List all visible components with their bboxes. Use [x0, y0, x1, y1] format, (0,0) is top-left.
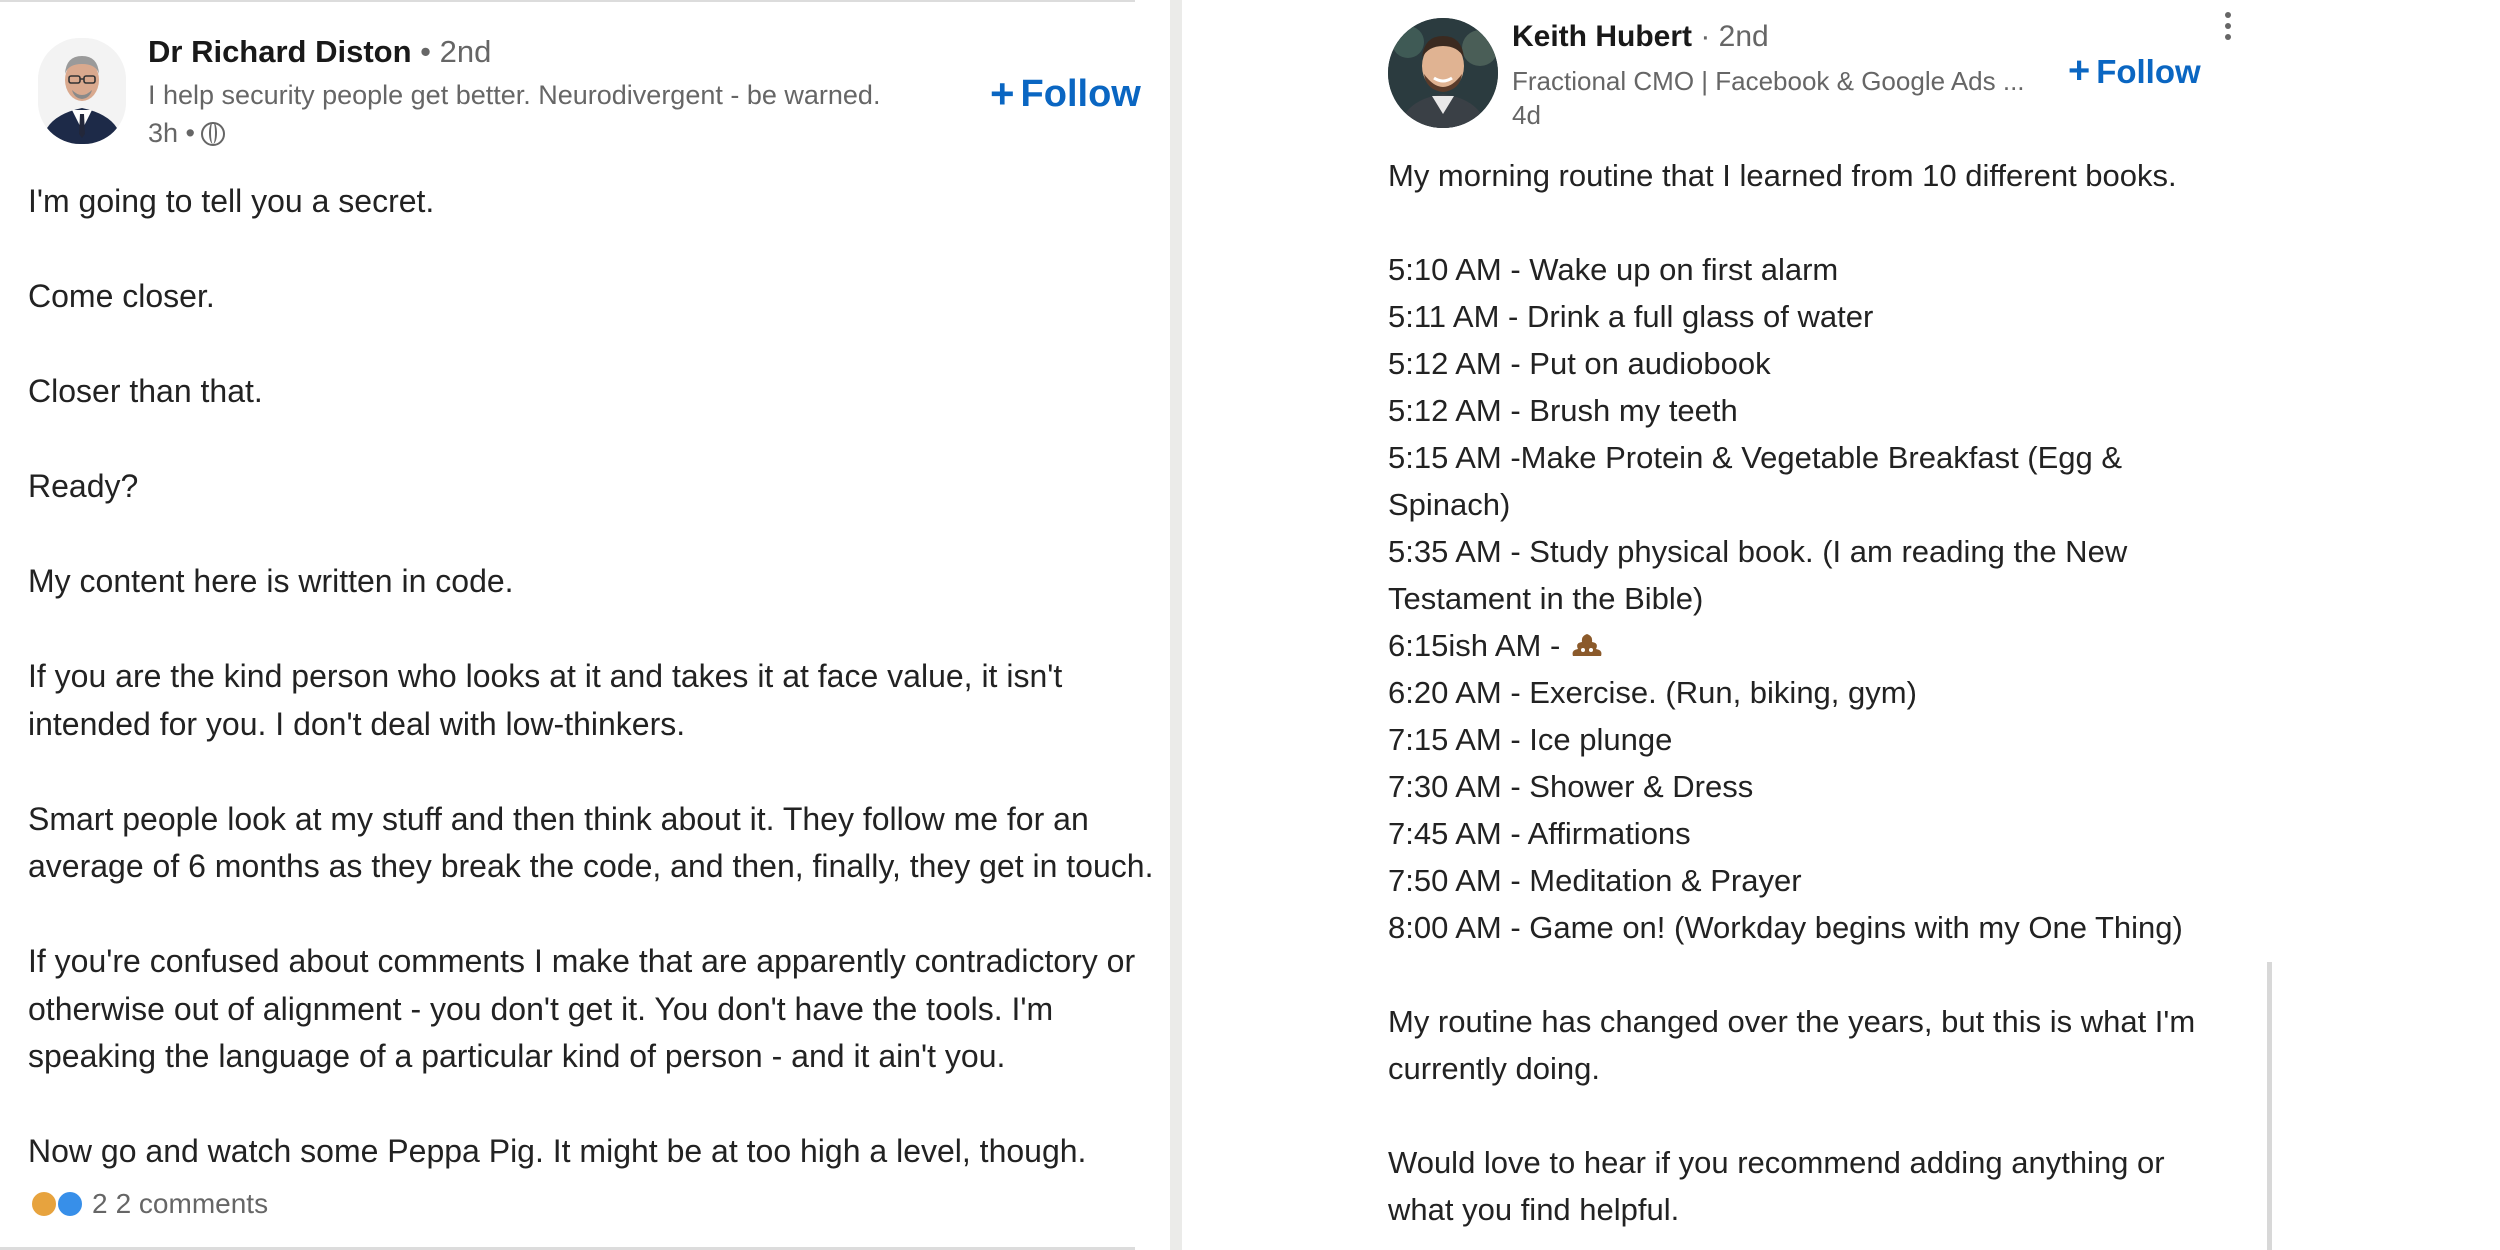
- connection-degree: · 2nd: [1692, 20, 1769, 53]
- paragraph-gap: [28, 748, 1153, 796]
- author-headline: I help security people get better. Neurodivergent - be warned.: [148, 80, 881, 110]
- post-line: 5:11 AM - Drink a full glass of water: [1388, 299, 1874, 334]
- post-line: I'm going to tell you a secret.: [28, 183, 435, 219]
- post-line: 6:15ish AM -: [1388, 628, 1569, 663]
- author-avatar[interactable]: [38, 38, 126, 144]
- author-name-row: [1512, 20, 1769, 54]
- insightful-reaction-icon: [30, 1190, 58, 1218]
- post-line: If you are the kind person who looks at it and takes it at face value, it isn't: [28, 658, 1063, 694]
- post-line: intended for you. I don't deal with low-thinkers.: [28, 705, 686, 742]
- poop-emoji-icon: [1569, 630, 1605, 658]
- post-line: 8:00 AM - Game on! (Workday begins with my One Thing): [1388, 910, 2183, 945]
- post-line: If you're confused about comments I make that are apparently contradictory or: [28, 943, 1136, 979]
- divider: [0, 0, 1135, 2]
- post-line: average of 6 months as they break the code, and then, finally, they get in touch.: [28, 848, 1154, 884]
- right-post: [1182, 0, 2500, 1250]
- panel-divider: [1170, 0, 1182, 1250]
- paragraph-gap: [28, 321, 1153, 369]
- post-line: currently doing.: [1388, 1051, 1600, 1086]
- left-post: [0, 0, 1170, 1250]
- author-name-row: [148, 34, 491, 70]
- post-line: Would love to hear if you recommend adding anything or: [1388, 1145, 2165, 1180]
- post-time: 3h •: [148, 118, 195, 148]
- post-body: [28, 178, 1153, 1176]
- plus-icon: +: [990, 70, 1015, 117]
- comment-count[interactable]: 2 comments: [115, 1188, 269, 1219]
- follow-label: Follow: [1020, 72, 1141, 115]
- post-line: speaking the language of a particular kind of person - and it ain't you.: [28, 1038, 1006, 1074]
- post-line: Closer than that.: [28, 373, 263, 409]
- reaction-count[interactable]: 2: [92, 1188, 108, 1219]
- post-line: otherwise out of alignment - you don't get it. You don't have the tools. I'm: [28, 990, 1054, 1027]
- paragraph-gap: [1388, 951, 2195, 998]
- post-body: [1388, 152, 2195, 1233]
- post-line: Spinach): [1388, 487, 1511, 522]
- more-options-icon[interactable]: [2225, 12, 2235, 40]
- paragraph-gap: [28, 416, 1153, 464]
- author-avatar[interactable]: [1388, 18, 1498, 128]
- social-counts[interactable]: [30, 1188, 268, 1220]
- post-line: Now go and watch some Peppa Pig. It might be at too high a level, though.: [28, 1133, 1087, 1169]
- post-line: what you find helpful.: [1388, 1192, 1680, 1227]
- paragraph-gap: [28, 511, 1153, 559]
- post-line: My content here is written in code.: [28, 563, 514, 599]
- follow-label: Follow: [2096, 52, 2201, 90]
- post-meta: [148, 118, 225, 149]
- paragraph-gap: [28, 226, 1153, 274]
- post-line: 5:15 AM -Make Protein & Vegetable Breakfast (Egg &: [1388, 440, 2123, 475]
- post-line: 7:15 AM - Ice plunge: [1388, 722, 1673, 757]
- like-reaction-icon: [56, 1190, 84, 1218]
- post-line: Come closer.: [28, 278, 215, 314]
- plus-icon: +: [2068, 50, 2091, 92]
- post-line: Testament in the Bible): [1388, 581, 1704, 616]
- post-line: My routine has changed over the years, but this is what I'm: [1388, 1004, 2196, 1039]
- paragraph-gap: [1388, 199, 2195, 246]
- post-line: 7:50 AM - Meditation & Prayer: [1388, 863, 1802, 898]
- post-line: 7:45 AM - Affirmations: [1388, 816, 1691, 851]
- post-line: Smart people look at my stuff and then think about it. They follow me for an: [28, 800, 1089, 837]
- post-line: 5:35 AM - Study physical book. (I am reading the New: [1388, 534, 2128, 569]
- author-headline: Fractional CMO | Facebook & Google Ads ...: [1512, 66, 2025, 96]
- author-name[interactable]: Keith Hubert: [1512, 20, 1692, 53]
- paragraph-gap: [28, 606, 1153, 654]
- paragraph-gap: [1388, 1092, 2195, 1139]
- scrollbar[interactable]: [2267, 962, 2272, 1250]
- connection-degree: • 2nd: [411, 34, 492, 69]
- post-line: My morning routine that I learned from 10 different books.: [1388, 158, 2177, 193]
- paragraph-gap: [28, 1081, 1153, 1129]
- post-line: Ready?: [28, 468, 139, 504]
- post-time: 4d: [1512, 100, 1541, 130]
- follow-button[interactable]: [2068, 50, 2201, 93]
- post-line: 5:12 AM - Put on audiobook: [1388, 346, 1771, 381]
- author-name[interactable]: Dr Richard Diston: [148, 34, 412, 69]
- paragraph-gap: [28, 891, 1153, 939]
- globe-icon: [201, 122, 225, 146]
- post-line: 5:12 AM - Brush my teeth: [1388, 393, 1738, 428]
- post-line: 5:10 AM - Wake up on first alarm: [1388, 252, 1839, 287]
- post-line: 6:20 AM - Exercise. (Run, biking, gym): [1388, 675, 1917, 710]
- post-line: 7:30 AM - Shower & Dress: [1388, 769, 1754, 804]
- post-line-with-emoji: [1388, 622, 2195, 669]
- follow-button[interactable]: [990, 70, 1141, 118]
